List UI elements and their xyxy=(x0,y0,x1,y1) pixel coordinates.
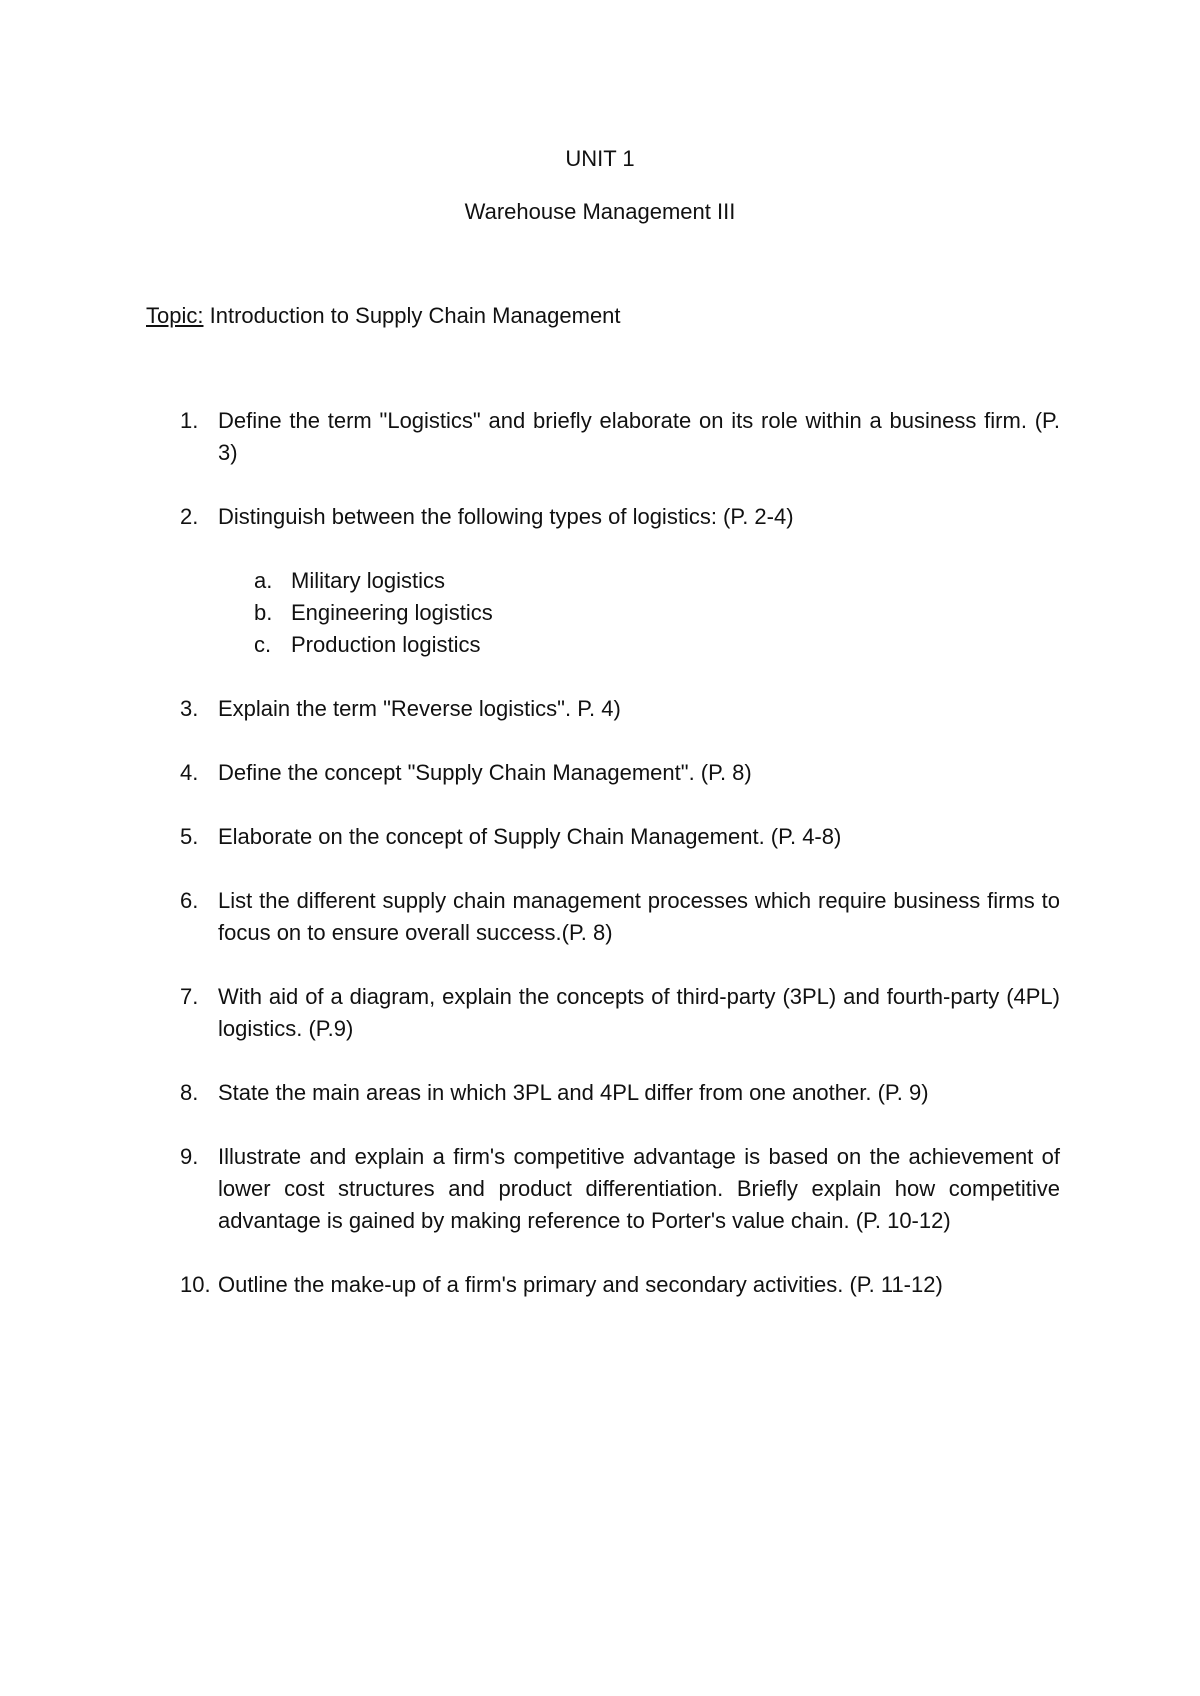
sub-item xyxy=(0,597,1200,629)
logistics-types-list xyxy=(0,565,1200,661)
question-item xyxy=(0,1141,1200,1237)
topic-label: Topic: xyxy=(146,303,204,328)
question-number: 5. xyxy=(180,824,199,849)
question-text: List the different supply chain management processes which require business firms to focus on to ensure overall success.(P. 8) xyxy=(218,888,1060,945)
question-text: Explain the term "Reverse logistics". P. 4) xyxy=(218,696,621,721)
question-item xyxy=(0,501,1200,661)
question-item xyxy=(0,885,1200,949)
question-list xyxy=(0,405,1200,1333)
question-text: Illustrate and explain a firm's competitive advantage is based on the achievement of lower cost structures and product differentiation. Briefly explain how competitive advantage is gained by making reference to Porter's value chain. (P. 10-12) xyxy=(218,1144,1060,1233)
question-text: Outline the make-up of a firm's primary and secondary activities. (P. 11-12) xyxy=(218,1272,943,1297)
question-item xyxy=(0,757,1200,789)
question-item xyxy=(0,821,1200,853)
question-number: 10. xyxy=(180,1272,211,1297)
question-text: Distinguish between the following types of logistics: (P. 2-4) xyxy=(218,504,794,529)
question-text: Elaborate on the concept of Supply Chain Management. (P. 4-8) xyxy=(218,824,842,849)
sub-item-text: Military logistics xyxy=(291,568,446,593)
question-text: Define the concept "Supply Chain Management". (P. 8) xyxy=(218,760,752,785)
question-number: 2. xyxy=(180,504,199,529)
question-text: State the main areas in which 3PL and 4PL differ from one another. (P. 9) xyxy=(218,1080,929,1105)
question-number: 3. xyxy=(180,696,199,721)
sub-item-letter: a. xyxy=(254,568,273,593)
course-title: Warehouse Management III xyxy=(464,199,736,224)
question-number: 8. xyxy=(180,1080,199,1105)
topic-text: Introduction to Supply Chain Management xyxy=(209,303,621,328)
sub-item-letter: c. xyxy=(254,632,272,657)
question-item xyxy=(0,981,1200,1045)
unit-title: UNIT 1 xyxy=(565,146,635,171)
sub-item-text: Engineering logistics xyxy=(291,600,493,625)
sub-item-text: Production logistics xyxy=(291,632,481,657)
question-text: Define the term "Logistics" and briefly elaborate on its role within a business firm. (P. 3) xyxy=(218,408,1060,465)
question-item xyxy=(0,1269,1200,1301)
question-number: 7. xyxy=(180,984,199,1009)
question-number: 9. xyxy=(180,1144,199,1169)
question-item xyxy=(0,693,1200,725)
question-number: 4. xyxy=(180,760,199,785)
question-number: 1. xyxy=(180,408,199,433)
sub-item-letter: b. xyxy=(254,600,273,625)
question-number: 6. xyxy=(180,888,199,913)
sub-item xyxy=(0,565,1200,597)
question-text: With aid of a diagram, explain the concepts of third-party (3PL) and fourth-party (4PL) logistics. (P.9) xyxy=(218,984,1060,1041)
topic-line xyxy=(146,303,621,329)
question-item xyxy=(0,405,1200,469)
question-item xyxy=(0,1077,1200,1109)
sub-item xyxy=(0,629,1200,661)
